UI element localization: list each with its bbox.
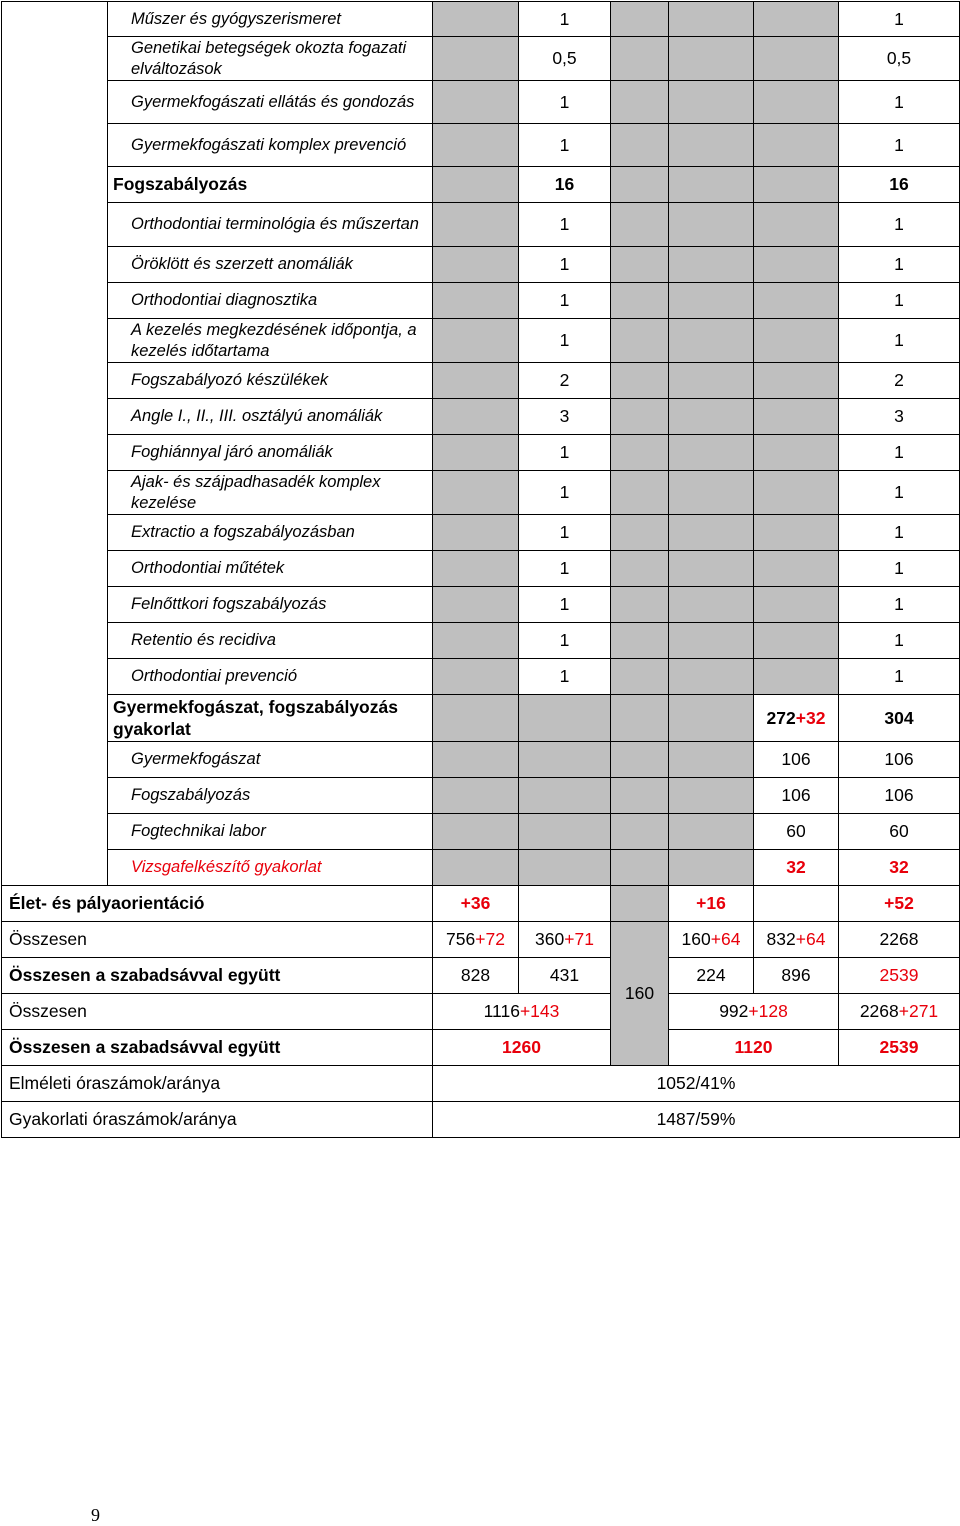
- row-label: Ajak- és szájpadhasadék komplex kezelése: [108, 471, 433, 515]
- shaded-cell: [754, 435, 839, 471]
- shaded-cell: [669, 167, 754, 203]
- shaded-cell: [433, 124, 519, 167]
- row-label: Gyermekfogászat: [108, 742, 433, 778]
- total-cell: 0,5: [839, 37, 960, 81]
- row-label: Vizsgafelkészítő gyakorlat: [108, 850, 433, 886]
- shaded-cell: [611, 2, 669, 37]
- table-row: [2, 283, 960, 319]
- table-row: [2, 319, 960, 363]
- shaded-cell: [754, 247, 839, 283]
- table-row: [2, 247, 960, 283]
- total-row: [2, 958, 960, 994]
- extra-hours: +271: [898, 1001, 939, 1021]
- table-row: [2, 778, 960, 814]
- extra-hours: +64: [710, 929, 741, 949]
- shaded-cell: [669, 319, 754, 363]
- table-row: [2, 850, 960, 886]
- shaded-cell: [433, 850, 519, 886]
- total-cell: 1: [839, 203, 960, 247]
- row-label: Fogszabályozás: [108, 778, 433, 814]
- extra-hours: +32: [795, 707, 826, 728]
- extra-hours: +64: [795, 929, 826, 949]
- shaded-cell: [611, 81, 669, 124]
- section-row: [2, 695, 960, 742]
- hours-cell: 224: [669, 958, 754, 994]
- total-cell: 2539: [839, 958, 960, 994]
- hours-cell: +36: [433, 886, 519, 922]
- shaded-cell: [433, 203, 519, 247]
- row-label: Orthodontiai terminológia és műszertan: [108, 203, 433, 247]
- shaded-cell: [611, 435, 669, 471]
- hours-cell: 32: [754, 850, 839, 886]
- shaded-cell: [669, 283, 754, 319]
- table-row: [2, 81, 960, 124]
- row-label: Műszer és gyógyszerismeret: [108, 2, 433, 37]
- shaded-cell: [433, 814, 519, 850]
- shaded-cell: [611, 778, 669, 814]
- shaded-cell: [519, 814, 611, 850]
- total-cell: 2539: [839, 1030, 960, 1066]
- shaded-cell: [433, 623, 519, 659]
- shaded-cell: [519, 778, 611, 814]
- shaded-cell: [611, 587, 669, 623]
- base-hours: 832: [766, 929, 796, 949]
- shaded-cell: [754, 363, 839, 399]
- shaded-cell: [669, 695, 754, 742]
- total-cell: 1: [839, 587, 960, 623]
- shaded-cell: [754, 319, 839, 363]
- table-row: [2, 623, 960, 659]
- shaded-cell: [611, 814, 669, 850]
- shaded-cell: [611, 623, 669, 659]
- hours-cell: 1: [519, 587, 611, 623]
- shaded-cell: [433, 37, 519, 81]
- shaded-cell: [754, 203, 839, 247]
- hours-cell: 431: [519, 958, 611, 994]
- shaded-cell: [433, 167, 519, 203]
- base-hours: 160: [681, 929, 711, 949]
- shaded-cell: [433, 81, 519, 124]
- hours-cell: 1260: [433, 1030, 611, 1066]
- shaded-cell: [754, 659, 839, 695]
- free-band-cell: [611, 922, 669, 1066]
- hours-cell: [519, 922, 611, 958]
- hours-cell: 1: [519, 551, 611, 587]
- shaded-cell: [611, 515, 669, 551]
- shaded-cell: [433, 742, 519, 778]
- shaded-cell: [754, 471, 839, 515]
- ratio-row: [2, 1066, 960, 1102]
- base-hours: 756: [446, 929, 476, 949]
- row-label: Fogszabályozó készülékek: [108, 363, 433, 399]
- shaded-cell: [611, 363, 669, 399]
- shaded-cell: [669, 659, 754, 695]
- total-cell: 32: [839, 850, 960, 886]
- shaded-cell: [611, 886, 669, 922]
- total-cell: [839, 994, 960, 1030]
- row-label: Extractio a fogszabályozásban: [108, 515, 433, 551]
- hours-cell: 1120: [669, 1030, 839, 1066]
- table-row: [2, 203, 960, 247]
- row-label: Összesen: [2, 922, 433, 958]
- row-label: Összesen a szabadsávval együtt: [2, 1030, 433, 1066]
- shaded-cell: [611, 695, 669, 742]
- row-label: Gyakorlati óraszámok/aránya: [2, 1102, 433, 1138]
- table-row: [2, 742, 960, 778]
- shaded-cell: [754, 167, 839, 203]
- total-cell: 1: [839, 551, 960, 587]
- total-cell: 1: [839, 623, 960, 659]
- hours-cell: 1: [519, 319, 611, 363]
- shaded-cell: [754, 623, 839, 659]
- total-cell: +52: [839, 886, 960, 922]
- hours-cell: 1: [519, 81, 611, 124]
- shaded-cell: [433, 587, 519, 623]
- shaded-cell: [754, 515, 839, 551]
- total-cell: 304: [839, 695, 960, 742]
- row-label: Orthodontiai diagnosztika: [108, 283, 433, 319]
- total-row: [2, 922, 960, 958]
- row-label: Orthodontiai műtétek: [108, 551, 433, 587]
- row-label: Foghiánnyal járó anomáliák: [108, 435, 433, 471]
- shaded-cell: [611, 167, 669, 203]
- shaded-cell: [669, 471, 754, 515]
- shaded-cell: [611, 37, 669, 81]
- hours-cell: [754, 922, 839, 958]
- shaded-cell: [669, 551, 754, 587]
- shaded-cell: [611, 471, 669, 515]
- shaded-cell: [669, 623, 754, 659]
- shaded-cell: [519, 695, 611, 742]
- shaded-cell: [433, 283, 519, 319]
- section-row: [2, 167, 960, 203]
- table-row: [2, 471, 960, 515]
- hours-cell: 3: [519, 399, 611, 435]
- shaded-cell: [669, 363, 754, 399]
- total-cell: 1: [839, 659, 960, 695]
- total-cell: 60: [839, 814, 960, 850]
- shaded-cell: [611, 551, 669, 587]
- shaded-cell: [669, 587, 754, 623]
- row-label: Összesen a szabadsávval együtt: [2, 958, 433, 994]
- base-hours: 1116: [483, 1001, 520, 1021]
- hours-cell: 828: [433, 958, 519, 994]
- hours-cell: 1: [519, 247, 611, 283]
- curriculum-hours-table: [1, 1, 960, 1138]
- table-row: [2, 435, 960, 471]
- hours-cell: [669, 994, 839, 1030]
- shaded-cell: [611, 319, 669, 363]
- shaded-cell: [611, 659, 669, 695]
- extra-hours: +71: [564, 929, 594, 949]
- shaded-cell: [611, 283, 669, 319]
- shaded-cell: [669, 399, 754, 435]
- blank-left-cell: [2, 2, 108, 886]
- row-label: Fogtechnikai labor: [108, 814, 433, 850]
- row-label: Összesen: [2, 994, 433, 1030]
- row-label: Orthodontiai prevenció: [108, 659, 433, 695]
- hours-cell: [669, 922, 754, 958]
- total-cell: 1: [839, 2, 960, 37]
- base-hours: 272: [766, 707, 796, 728]
- hours-cell: [433, 922, 519, 958]
- base-hours: 2268: [859, 1001, 899, 1021]
- row-label: Öröklött és szerzett anomáliák: [108, 247, 433, 283]
- shaded-cell: [669, 778, 754, 814]
- table-row: [2, 587, 960, 623]
- total-row: [2, 994, 960, 1030]
- shaded-cell: [669, 247, 754, 283]
- shaded-cell: [433, 435, 519, 471]
- shaded-cell: [669, 850, 754, 886]
- hours-cell: 896: [754, 958, 839, 994]
- shaded-cell: [433, 659, 519, 695]
- shaded-cell: [611, 742, 669, 778]
- shaded-cell: [433, 695, 519, 742]
- total-cell: 1: [839, 471, 960, 515]
- row-label: Angle I., II., III. osztályú anomáliák: [108, 399, 433, 435]
- free-band-hours: 160: [624, 983, 655, 1003]
- hours-cell: 1: [519, 283, 611, 319]
- shaded-cell: [754, 124, 839, 167]
- shaded-cell: [669, 124, 754, 167]
- hours-cell: +16: [669, 886, 754, 922]
- shaded-cell: [433, 247, 519, 283]
- base-hours: 992: [719, 1001, 749, 1021]
- extra-hours: +143: [519, 1001, 560, 1021]
- table-row: [2, 37, 960, 81]
- shaded-cell: [433, 2, 519, 37]
- shaded-cell: [611, 399, 669, 435]
- table-row: [2, 814, 960, 850]
- shaded-cell: [754, 37, 839, 81]
- shaded-cell: [611, 247, 669, 283]
- empty-cell: [519, 886, 611, 922]
- shaded-cell: [754, 551, 839, 587]
- shaded-cell: [669, 435, 754, 471]
- hours-cell: 1: [519, 659, 611, 695]
- row-label: Elméleti óraszámok/aránya: [2, 1066, 433, 1102]
- table-row: [2, 551, 960, 587]
- row-label: Retentio és recidiva: [108, 623, 433, 659]
- total-cell: 2268: [839, 922, 960, 958]
- shaded-cell: [669, 742, 754, 778]
- hours-cell: [754, 695, 839, 742]
- hours-cell: 1: [519, 203, 611, 247]
- shaded-cell: [611, 203, 669, 247]
- shaded-cell: [611, 124, 669, 167]
- section-label: Fogszabályozás: [108, 167, 433, 203]
- life-orientation-row: [2, 886, 960, 922]
- row-label: Gyermekfogászati ellátás és gondozás: [108, 81, 433, 124]
- shaded-cell: [433, 471, 519, 515]
- total-cell: 3: [839, 399, 960, 435]
- shaded-cell: [519, 850, 611, 886]
- total-row: [2, 1030, 960, 1066]
- hours-cell: 60: [754, 814, 839, 850]
- ratio-cell: 1052/41%: [433, 1066, 960, 1102]
- table-row: [2, 659, 960, 695]
- table-row: [2, 515, 960, 551]
- total-cell: 106: [839, 742, 960, 778]
- hours-cell: 1: [519, 124, 611, 167]
- hours-cell: 1: [519, 515, 611, 551]
- shaded-cell: [669, 203, 754, 247]
- shaded-cell: [519, 742, 611, 778]
- total-cell: 106: [839, 778, 960, 814]
- extra-hours: +128: [748, 1001, 788, 1021]
- table-row: [2, 363, 960, 399]
- table-row: [2, 124, 960, 167]
- hours-cell: 1: [519, 2, 611, 37]
- total-cell: 2: [839, 363, 960, 399]
- total-cell: 16: [839, 167, 960, 203]
- shaded-cell: [754, 283, 839, 319]
- total-cell: 1: [839, 247, 960, 283]
- hours-cell: 1: [519, 623, 611, 659]
- shaded-cell: [754, 2, 839, 37]
- shaded-cell: [433, 778, 519, 814]
- shaded-cell: [433, 399, 519, 435]
- hours-cell: 106: [754, 742, 839, 778]
- section-label: Gyermekfogászat, fogszabályozás gyakorlat: [108, 695, 433, 742]
- total-cell: 1: [839, 124, 960, 167]
- total-cell: 1: [839, 435, 960, 471]
- shaded-cell: [669, 515, 754, 551]
- hours-cell: 1: [519, 435, 611, 471]
- hours-cell: 2: [519, 363, 611, 399]
- row-label: Genetikai betegségek okozta fogazati elváltozások: [108, 37, 433, 81]
- shaded-cell: [669, 37, 754, 81]
- hours-cell: 106: [754, 778, 839, 814]
- hours-cell: 0,5: [519, 37, 611, 81]
- shaded-cell: [754, 399, 839, 435]
- shaded-cell: [754, 81, 839, 124]
- extra-hours: +72: [475, 929, 505, 949]
- shaded-cell: [433, 551, 519, 587]
- shaded-cell: [611, 850, 669, 886]
- row-label: Felnőttkori fogszabályozás: [108, 587, 433, 623]
- total-cell: 1: [839, 81, 960, 124]
- row-label: Gyermekfogászati komplex prevenció: [108, 124, 433, 167]
- hours-cell: 1: [519, 471, 611, 515]
- shaded-cell: [433, 319, 519, 363]
- shaded-cell: [669, 81, 754, 124]
- row-label: A kezelés megkezdésének időpontja, a kezelés időtartama: [108, 319, 433, 363]
- shaded-cell: [669, 2, 754, 37]
- total-cell: 1: [839, 515, 960, 551]
- shaded-cell: [754, 587, 839, 623]
- row-label: Élet- és pályaorientáció: [2, 886, 433, 922]
- base-hours: 360: [535, 929, 565, 949]
- total-cell: 1: [839, 283, 960, 319]
- page-number: 9: [91, 1505, 100, 1525]
- shaded-cell: [433, 515, 519, 551]
- ratio-row: [2, 1102, 960, 1138]
- total-cell: 1: [839, 319, 960, 363]
- table-row: [2, 2, 960, 37]
- hours-cell: 16: [519, 167, 611, 203]
- table-row: [2, 399, 960, 435]
- shaded-cell: [433, 363, 519, 399]
- ratio-cell: 1487/59%: [433, 1102, 960, 1138]
- hours-cell: [433, 994, 611, 1030]
- empty-cell: [754, 886, 839, 922]
- shaded-cell: [669, 814, 754, 850]
